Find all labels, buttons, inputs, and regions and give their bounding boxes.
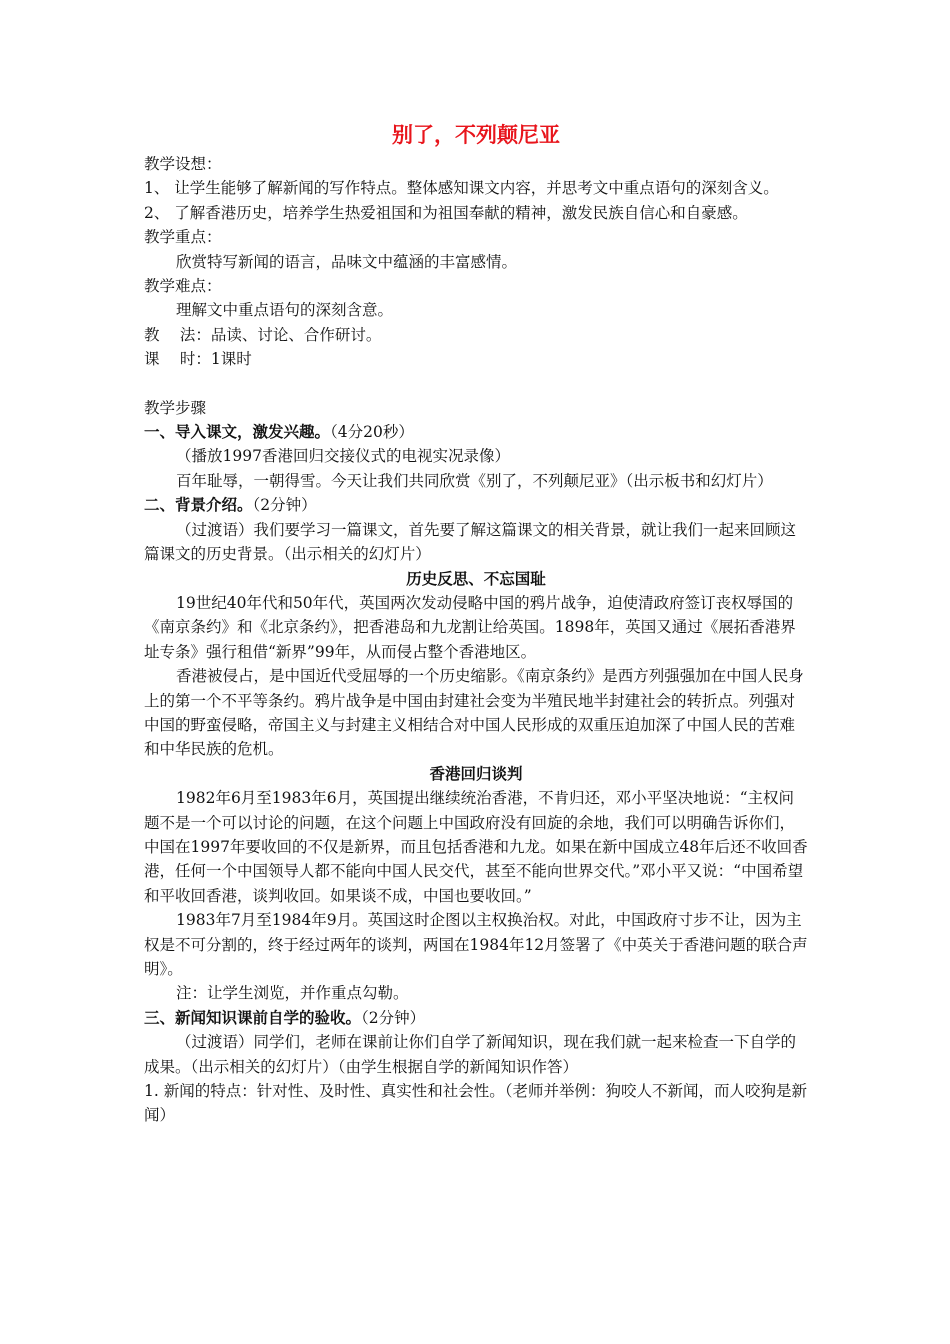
document-title: 别了，不列颠尼亚 xyxy=(392,123,560,147)
step3-paragraph-1: （过渡语）同学们，老师在课前让你们自学了新闻知识，现在我们就一起来检查一下自学的成果。（出示相关的幻灯片）（由学生根据自学的新闻知识作答） xyxy=(144,1033,797,1076)
step3-title: 三、新闻知识课前自学的验收。 xyxy=(144,1008,362,1027)
step2-heading xyxy=(144,493,808,517)
step2-time: （2分钟） xyxy=(252,496,317,515)
step2-paragraph-5: 1983年7月至1984年9月。英国这时企图以主权换治权。对此，中国政府寸步不让，因为主权是不可分割的，终于经过两年的谈判，两国在1984年12月签署了《中英关于香港问题的联合声明》。 xyxy=(144,911,808,978)
step3-paragraph-2: 1. 新闻的特点：针对性、及时性、真实性和社会性。（老师并举例：狗咬人不新闻，而人咬狗是新闻） xyxy=(144,1082,807,1125)
key-point-text: 欣赏特写新闻的语言，品味文中蕴涵的丰富感情。 xyxy=(176,252,518,271)
step1-paragraph-2: 百年耻辱，一朝得雪。今天让我们共同欣赏《别了，不列颠尼亚》（出示板书和幻灯片） xyxy=(176,471,773,490)
difficulty-heading: 教学难点： xyxy=(144,277,222,296)
step2-paragraph-1: （过渡语）我们要学习一篇课文，首先要了解这篇课文的相关背景，就让我们一起来回顾这篇课文的历史背景。（出示相关的幻灯片） xyxy=(144,520,797,564)
class-period: 课 时：1课时 xyxy=(144,350,252,369)
document-page xyxy=(144,118,808,1128)
step2-subheading-2: 香港回归谈判 xyxy=(429,764,523,783)
step2-paragraph-2: 19世纪40年代和50年代，英国两次发动侵略中国的鸦片战争，迫使清政府签订丧权辱国的《南京条约》和《北京条约》，把香港岛和九龙割让给英国。1898年，英国又通过《展拓香港界址专条》强行租借“新界”99年，从而侵占整个香港地区。 xyxy=(144,593,796,661)
design-item-1: 1、 让学生能够了解新闻的写作特点。整体感知课文内容，并思考文中重点语句的深刻含义。 xyxy=(144,179,779,198)
step2-title: 二、背景介绍。 xyxy=(144,496,253,515)
step1-time: （4分20秒） xyxy=(330,423,414,442)
key-point-heading: 教学重点： xyxy=(144,228,222,247)
step2-subheading-1: 历史反思、不忘国耻 xyxy=(406,569,546,588)
step2-note: 注：让学生浏览，并作重点勾勒。 xyxy=(176,984,409,1003)
steps-heading: 教学步骤 xyxy=(144,398,207,417)
step1-title: 一、导入课文，激发兴趣。 xyxy=(144,423,331,442)
step1-heading xyxy=(144,420,808,444)
difficulty-text: 理解文中重点语句的深刻含意。 xyxy=(176,301,394,320)
spacer xyxy=(144,372,808,396)
step3-heading xyxy=(144,1006,808,1030)
step3-time: （2分钟） xyxy=(361,1008,426,1027)
step2-paragraph-4: 1982年6月至1983年6月，英国提出继续统治香港，不肯归还，邓小平坚决地说：“主权问题不是一个可以讨论的问题，在这个问题上中国政府没有回旋的余地，我们可以明确告诉你们，中国在1997年要收回的不仅是新界，而且包括香港和九龙。如果在新中国成立48年后还不收回香港，任何一个中国领导人都不能向中国人民交代，甚至不能向世界交代。”邓小平又说：“中国希望和平收回香港，谈判收回。如果谈不成，中国也要收回。” xyxy=(144,789,808,905)
design-item-2: 2、 了解香港历史，培养学生热爱祖国和为祖国奉献的精神，激发民族自信心和自豪感。 xyxy=(144,203,748,222)
teaching-method: 教 法：品读、讨论、合作研讨。 xyxy=(144,325,382,344)
step1-paragraph-1: （播放1997香港回归交接仪式的电视实况录像） xyxy=(176,447,510,466)
design-heading: 教学设想： xyxy=(144,155,222,173)
step2-paragraph-3: 香港被侵占，是中国近代受屈辱的一个历史缩影。《南京条约》是西方列强强加在中国人民身上的第一个不平等条约。鸦片战争是中国由封建社会变为半殖民地半封建社会的转折点。列强对中国的野蛮侵略，帝国主义与封建主义相结合对中国人民形成的双重压迫加深了中国人民的苦难和中华民族的危机。 xyxy=(144,667,804,759)
